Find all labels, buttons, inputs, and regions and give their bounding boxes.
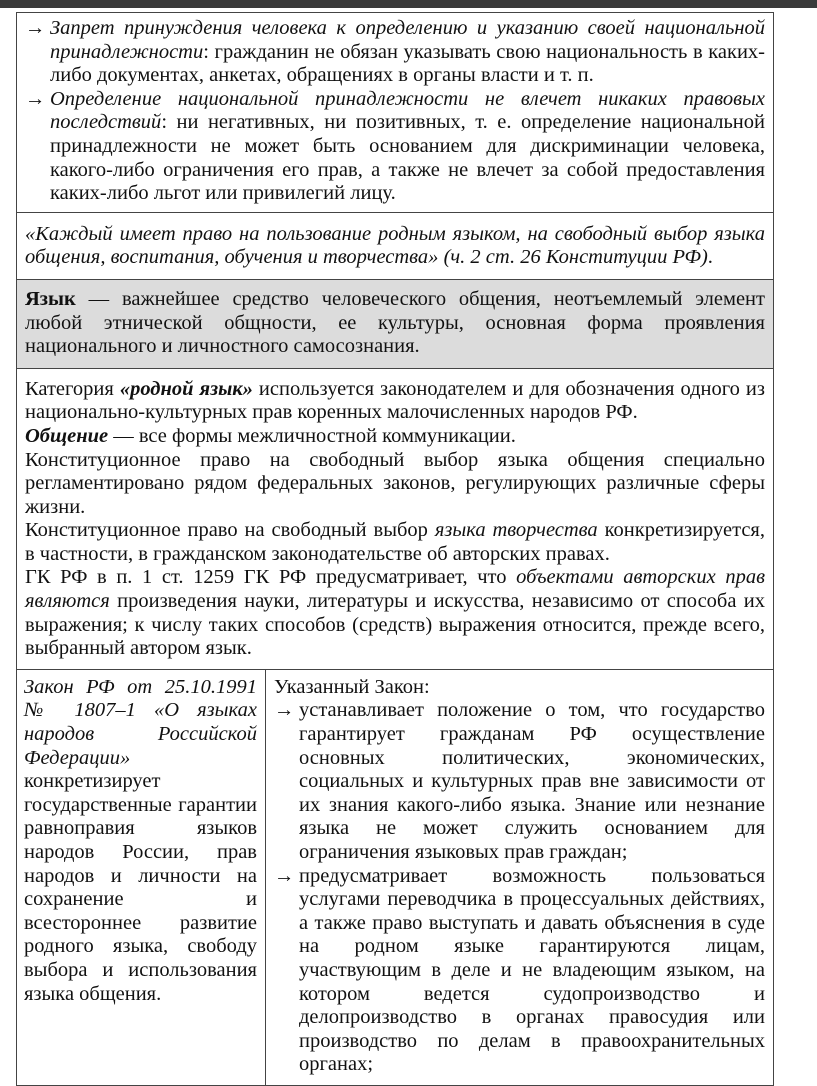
- text: Категория: [25, 377, 120, 400]
- provision-item: [274, 865, 765, 1077]
- principle-item: [25, 17, 765, 88]
- paragraph: [25, 519, 765, 566]
- law-title: Закон РФ от 25.10.1991 № 1807–1 «О языках народов Российской Федерации»: [24, 675, 257, 769]
- principle-text: : гражданин не обязан указывать свою национальность в каких-либо документах, анкетах, обращениях в органы власти и т. п.: [50, 40, 765, 87]
- text: используется законодателем и для обозначения одного из национально-культурных прав коренных малочисленных народов РФ.: [25, 377, 765, 424]
- document-table: [16, 12, 774, 1086]
- constitution-quote: «Каждый имеет право на пользование родным языком, на свободный выбор языка общения, воспитания, обучения и творчества»: [25, 222, 765, 269]
- definition-term: Язык: [25, 287, 76, 310]
- text: ГК РФ в п. 1 ст. 1259 ГК РФ предусматривает, что: [25, 566, 517, 589]
- principle-lead: Определение национальной принадлежности не влечет никаких правовых последствий: [50, 87, 765, 134]
- paragraph: [25, 425, 765, 449]
- text: — все формы межличностной коммуникации.: [108, 424, 516, 447]
- principle-item: [25, 88, 765, 206]
- term: «родной язык»: [119, 377, 253, 400]
- principle-text: : ни негативных, ни позитивных, т. е. определение национальной принадлежности не может быть основанием для дискриминации человека, какого-либо ограничения его прав, а также не влечет за собой предоставления каких-либо льгот или привилегий лицу.: [50, 111, 765, 205]
- law-description-cell: [17, 670, 266, 1085]
- language-definition-box: [16, 280, 774, 369]
- provision-text: устанавливает положение о том, что государство гарантирует гражданам РФ осуществление основных политических, экономических, социальных и культурных прав вне зависимости от их знания какого-либо языка. Знание или незнание языка не может служить основанием для ограничения языковых прав граждан;: [299, 699, 765, 863]
- provisions-heading: Указанный Закон:: [274, 675, 430, 698]
- language-rights-box: [16, 369, 774, 670]
- principle-lead: Запрет принуждения человека к определению и указанию своей национальной принадлежности: [50, 17, 765, 63]
- constitution-quote-box: [16, 213, 774, 280]
- arrow-right-icon: →: [25, 87, 46, 110]
- paragraph: Конституционное право на свободный выбор языка общения специально регламентировано рядом федеральных законов, регулирующих различные сферы жизни.: [25, 448, 765, 518]
- provision-text: предусматривает возможность пользоваться услугами переводчика в процессуальных действиях, а также право выступать и давать объяснения в суде на родном языке гарантируются лицам, участвующим в деле и не владеющим языком, на котором ведется судопроизводство и делопроизводство в органах правосудия или производство по делам в правоохранительных органах;: [299, 864, 765, 1076]
- definition-text: — важнейшее средство человеческого общения, неотъемлемый элемент любой этнической общности, ее культуры, основная форма проявления национального и личностного самосознания.: [25, 287, 765, 358]
- law-provisions-cell: [266, 670, 773, 1085]
- arrow-right-icon: →: [25, 17, 46, 39]
- term: Общение: [25, 424, 109, 447]
- principles-box: [16, 12, 774, 213]
- top-border-bar: [0, 0, 817, 8]
- language-law-row: [16, 670, 774, 1086]
- paragraph: [25, 566, 765, 660]
- provision-item: [274, 699, 765, 864]
- quote-end: .: [707, 246, 713, 269]
- emphasis: объектами авторских прав являются: [25, 566, 765, 613]
- text: произведения науки, литературы и искусства, независимо от способа их выражения; к числу таких способов (средств) выражения относится, прежде всего, выбранный автором язык.: [25, 590, 765, 660]
- arrow-right-icon: →: [274, 864, 295, 887]
- emphasis: языка творчества: [434, 519, 598, 542]
- law-description: конкретизирует государственные гарантии равноправия языков народов России, прав народов и личности на сохранение и всестороннее развитие родного языка, свободу выбора и использования языка общения.: [24, 770, 257, 1005]
- text: конкретизируется, в частности, в гражданском законодательстве об авторских правах.: [25, 519, 765, 565]
- quote-reference: (ч. 2 ст. 26 Конституции РФ): [438, 246, 708, 269]
- arrow-right-icon: →: [274, 699, 295, 722]
- text: Конституционное право на свободный выбор: [25, 519, 435, 542]
- paragraph: [25, 378, 765, 425]
